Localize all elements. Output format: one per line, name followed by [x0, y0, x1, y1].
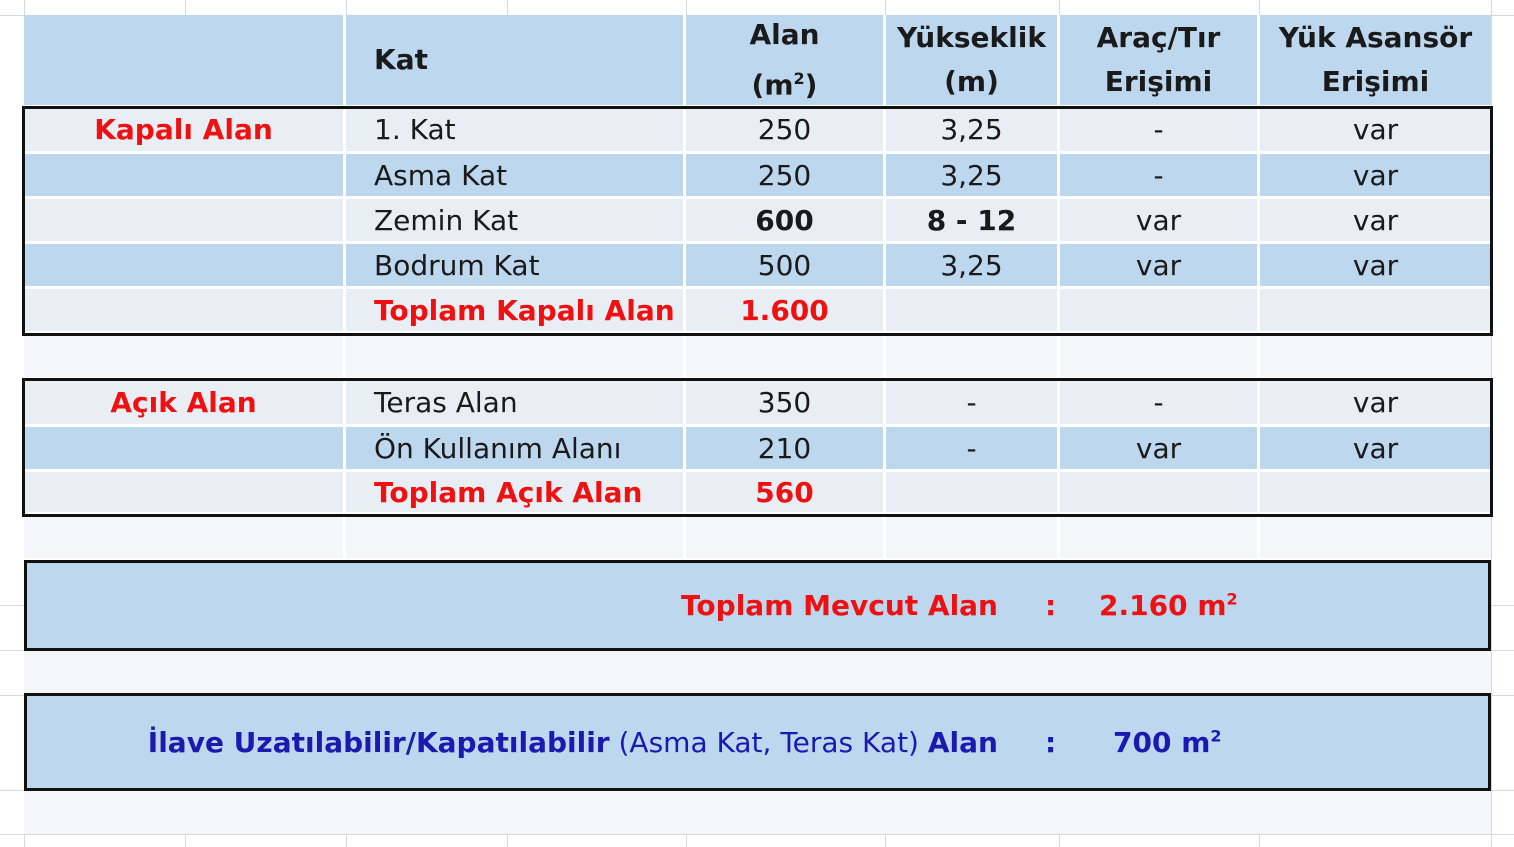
total-label-kapali: Toplam Kapalı Alan — [346, 289, 686, 334]
asansor-cell: var — [1260, 427, 1491, 472]
alan-cell: 500 — [686, 244, 886, 289]
summary-total-value: 2.160 $m^2$ — [1099, 589, 1238, 622]
header-alan-unit: $(m^2)$ — [751, 68, 818, 102]
total-value-acik: 560 — [686, 472, 886, 515]
alan-cell: 350 — [686, 380, 886, 427]
yukseklik-cell: 3,25 — [886, 108, 1060, 154]
yukseklik-cell: 3,25 — [886, 244, 1060, 289]
alan-cell: 250 — [686, 108, 886, 154]
header-row — [24, 15, 1491, 108]
empty-cell — [686, 517, 886, 561]
alan-cell: 210 — [686, 427, 886, 472]
table-row — [24, 244, 1491, 289]
header-asansor — [1260, 15, 1491, 108]
section-label-acik: Açık Alan — [24, 380, 346, 427]
kat-cell: Bodrum Kat — [346, 244, 686, 289]
yukseklik-cell: - — [886, 380, 1060, 427]
total-row-acik — [24, 472, 1491, 515]
empty-cell — [24, 517, 346, 561]
header-alan — [686, 15, 886, 108]
arac-cell: - — [1060, 108, 1260, 154]
arac-cell: var — [1060, 199, 1260, 244]
summary-total-colon: : — [1045, 589, 1057, 622]
table-row — [24, 154, 1491, 199]
summary-extra-label: İlave Uzatılabilir/Kapatılabilir (Asma Kat, Teras Kat) Alan — [147, 725, 998, 759]
empty-cell — [1060, 472, 1260, 515]
asansor-cell: var — [1260, 380, 1491, 427]
empty-cell — [24, 472, 346, 515]
empty-cell — [24, 154, 346, 199]
alan-cell: 250 — [686, 154, 886, 199]
kat-cell: Zemin Kat — [346, 199, 686, 244]
empty-cell — [1260, 472, 1491, 515]
asansor-cell: var — [1260, 199, 1491, 244]
empty-cell — [24, 244, 346, 289]
alan-cell: 600 — [686, 199, 886, 244]
summary-total-box — [24, 560, 1491, 651]
arac-cell: var — [1060, 427, 1260, 472]
header-asansor-label2: Erişimi — [1321, 65, 1430, 98]
spacer-row — [24, 336, 1491, 380]
yukseklik-cell: 3,25 — [886, 154, 1060, 199]
header-asansor-label: Yük Asansör — [1278, 21, 1473, 54]
table-row — [24, 108, 1491, 154]
header-kat — [346, 15, 686, 108]
empty-cell — [1260, 336, 1491, 380]
summary-extra-value: 700 $m^2$ — [1113, 725, 1222, 759]
empty-cell — [886, 517, 1060, 561]
empty-cell — [346, 517, 686, 561]
summary-extra-box — [24, 693, 1491, 791]
table-row — [24, 380, 1491, 427]
empty-cell — [1060, 336, 1260, 380]
header-arac — [1060, 15, 1260, 108]
yukseklik-cell: 8 - 12 — [886, 199, 1060, 244]
empty-cell — [24, 336, 346, 380]
empty-cell — [686, 336, 886, 380]
empty-cell — [886, 336, 1060, 380]
empty-cell — [24, 427, 346, 472]
yukseklik-cell: - — [886, 427, 1060, 472]
kat-cell: 1. Kat — [346, 108, 686, 154]
spacer-row — [24, 651, 1491, 693]
spacer-row — [24, 517, 1491, 561]
empty-cell — [1260, 517, 1491, 561]
asansor-cell: var — [1260, 108, 1491, 154]
asansor-cell: var — [1260, 154, 1491, 199]
header-empty-cell — [24, 15, 346, 108]
empty-cell — [1060, 289, 1260, 334]
kat-cell: Asma Kat — [346, 154, 686, 199]
total-value-kapali: 1.600 — [686, 289, 886, 334]
total-row-kapali — [24, 289, 1491, 334]
header-arac-label: Araç/Tır — [1096, 21, 1221, 54]
arac-cell: - — [1060, 154, 1260, 199]
summary-total-label: Toplam Mevcut Alan — [681, 589, 998, 622]
header-kat-label: Kat — [374, 43, 428, 76]
header-yukseklik-label: Yükseklik — [897, 21, 1046, 54]
empty-cell — [1260, 289, 1491, 334]
section-label-kapali: Kapalı Alan — [24, 108, 346, 154]
empty-cell — [1060, 517, 1260, 561]
table-row — [24, 427, 1491, 472]
header-yukseklik — [886, 15, 1060, 108]
asansor-cell: var — [1260, 244, 1491, 289]
empty-cell — [346, 336, 686, 380]
kat-cell: Teras Alan — [346, 380, 686, 427]
table-row — [24, 199, 1491, 244]
empty-cell — [24, 199, 346, 244]
arac-cell: var — [1060, 244, 1260, 289]
header-alan-label: Alan — [749, 17, 820, 51]
kat-cell: Ön Kullanım Alanı — [346, 427, 686, 472]
spacer-row — [24, 791, 1491, 834]
empty-cell — [24, 289, 346, 334]
total-label-acik: Toplam Açık Alan — [346, 472, 686, 515]
header-arac-label2: Erişimi — [1104, 65, 1213, 98]
empty-cell — [886, 289, 1060, 334]
arac-cell: - — [1060, 380, 1260, 427]
summary-extra-colon: : — [1045, 725, 1057, 759]
empty-cell — [886, 472, 1060, 515]
header-yukseklik-unit: (m) — [944, 65, 999, 98]
